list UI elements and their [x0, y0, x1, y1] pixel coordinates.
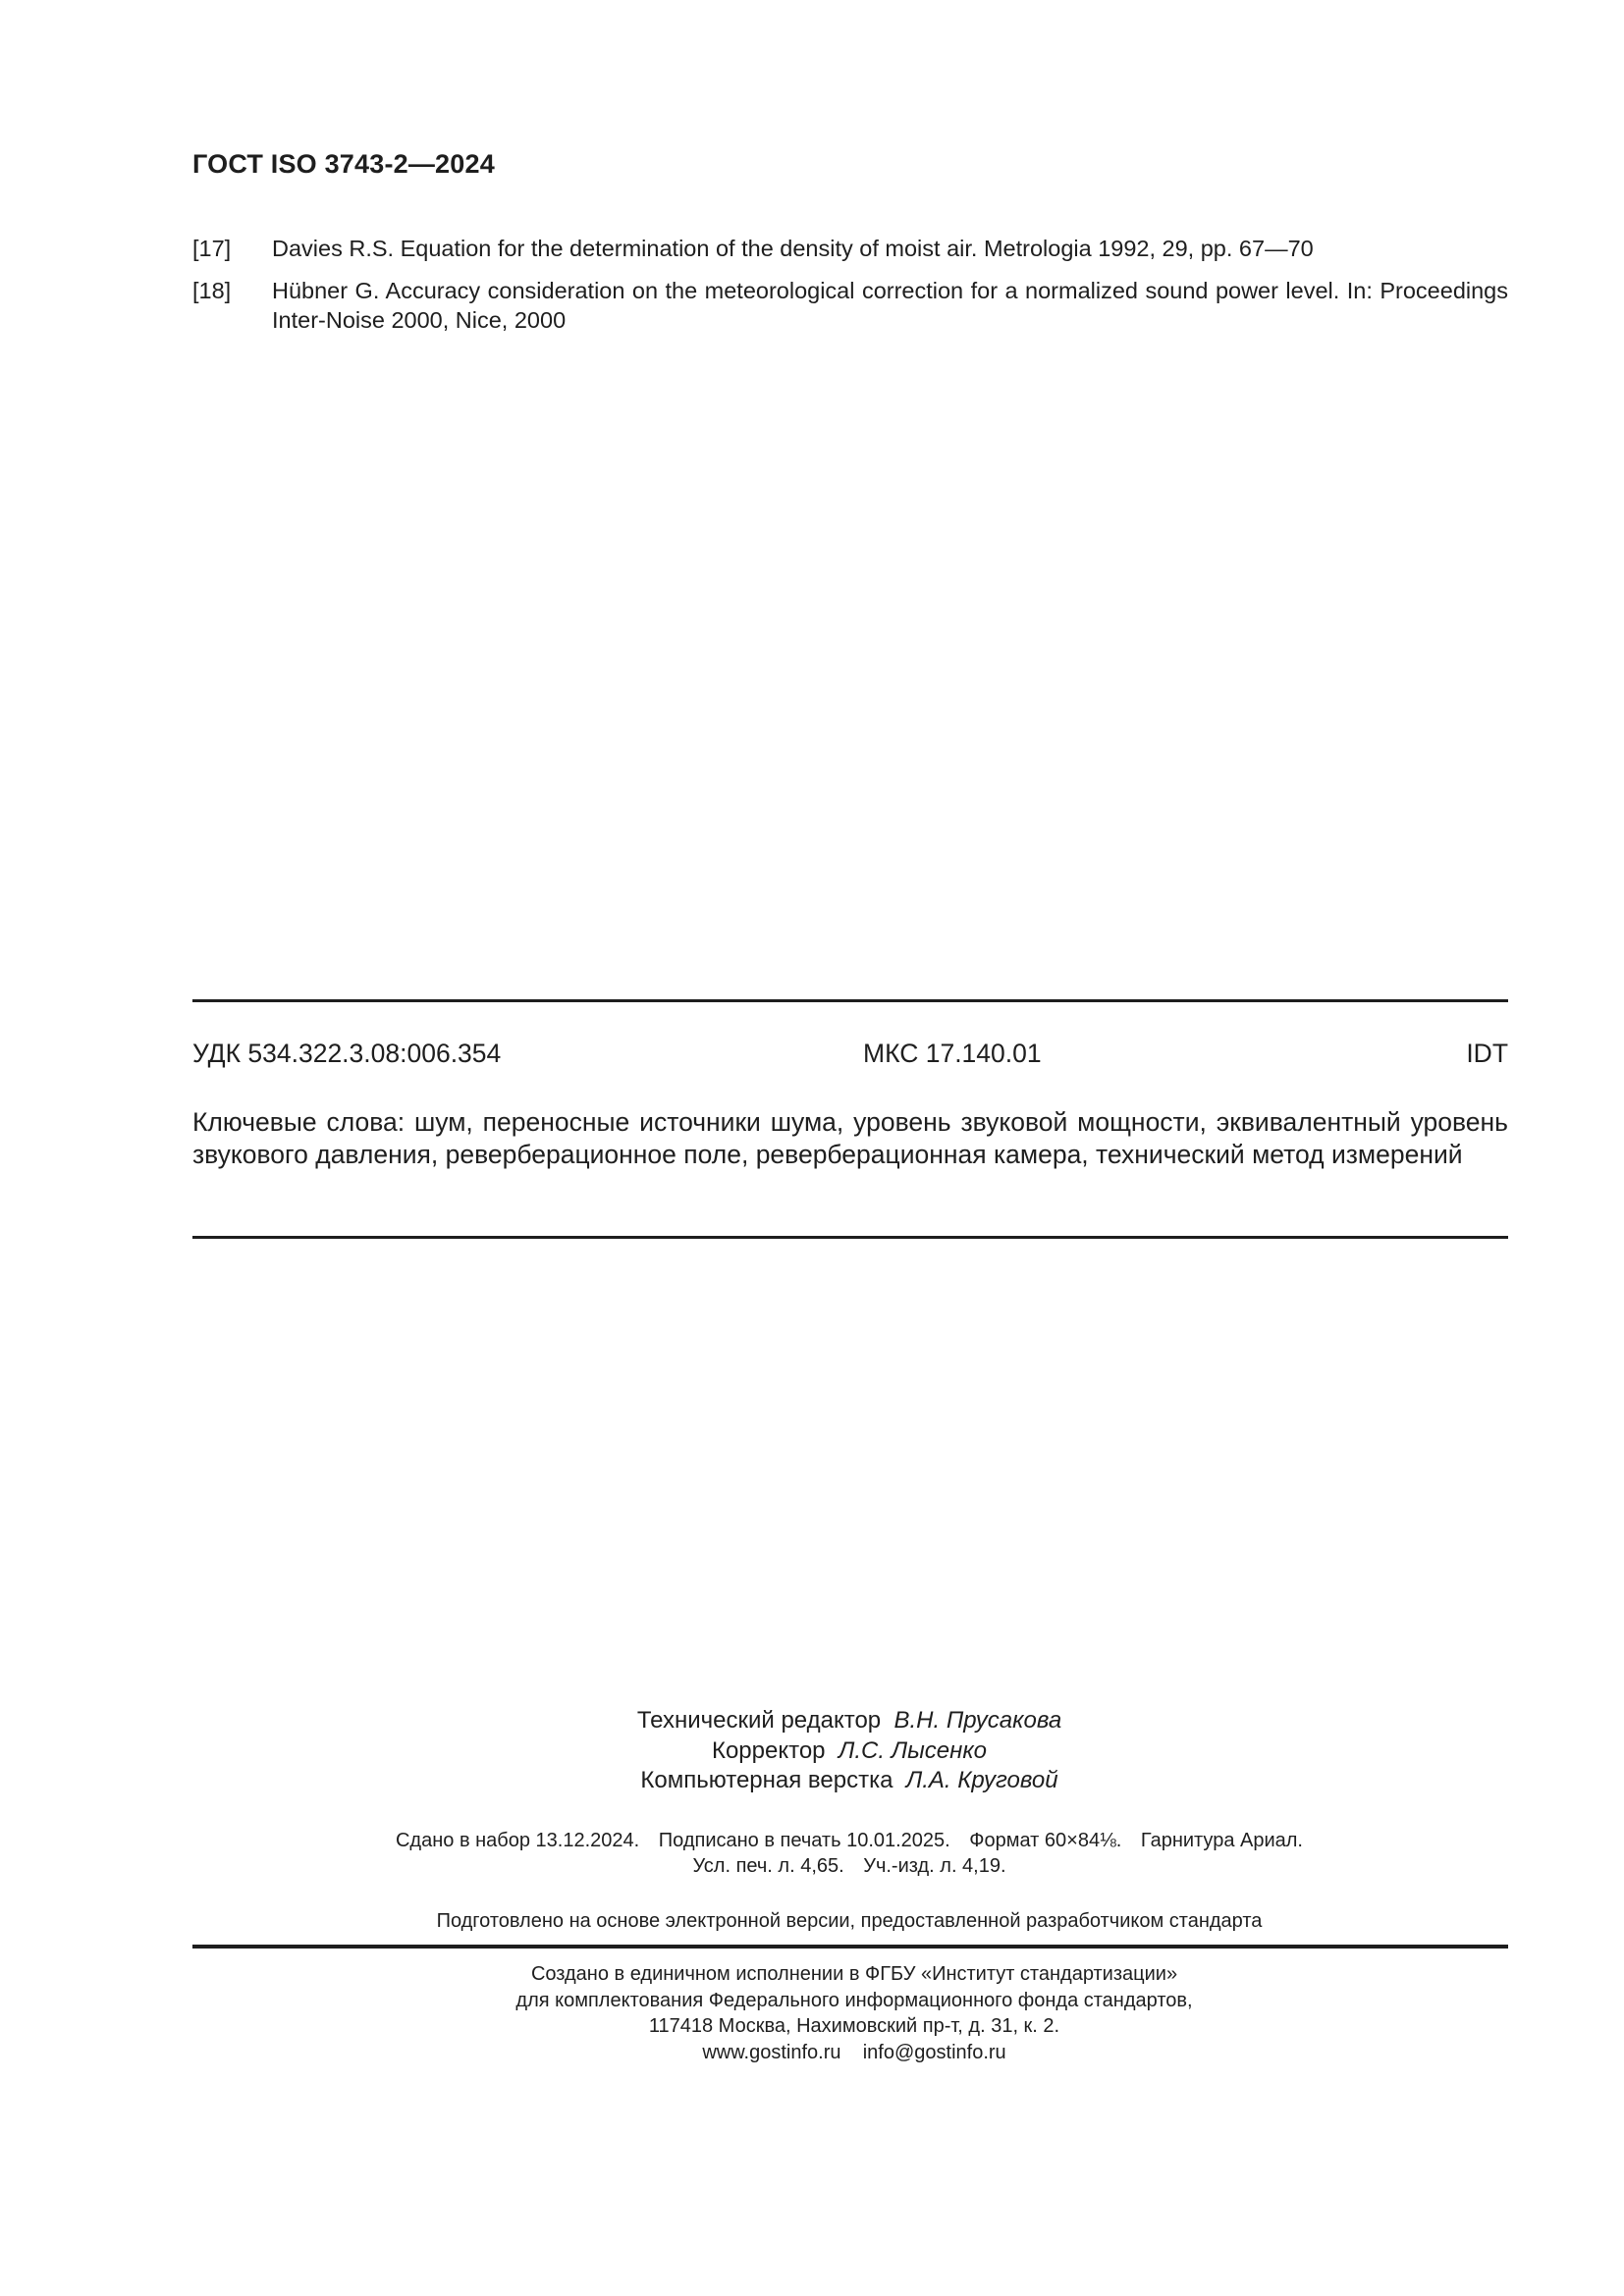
print-sheets: Усл. печ. л. 4,65.: [692, 1855, 844, 1877]
divider-keywords: [192, 1236, 1508, 1239]
publication-line-2: [0, 1853, 1624, 1879]
credit-line: [0, 1736, 1624, 1767]
mks-code: МКС 17.140.01: [863, 1039, 1042, 1068]
credit-name: Л.С. Лысенко: [838, 1736, 988, 1764]
imprint-block: [0, 1961, 1624, 2065]
credit-name: В.Н. Прусакова: [893, 1707, 1062, 1734]
submitted-date: Сдано в набор 13.12.2024.: [395, 1830, 640, 1851]
editorial-credits: [0, 1706, 1624, 1796]
prepared-note: Подготовлено на основе электронной версии, предоставленной разработчиком стандарта: [436, 1910, 1263, 1932]
publication-info: [0, 1828, 1624, 1879]
reference-number: [17]: [192, 236, 232, 261]
divider-top: [192, 999, 1508, 1002]
signed-date: Подписано в печать 10.01.2025.: [658, 1830, 950, 1851]
email-link[interactable]: info@gostinfo.ru: [862, 2041, 1006, 2063]
imprint-line: Создано в единичном исполнении в ФГБУ «Институт стандартизации»: [530, 1963, 1178, 1985]
bibliography-entry: [192, 276, 1508, 335]
imprint-address: 117418 Москва, Нахимовский пр-т, д. 31, к. 2.: [648, 2015, 1060, 2037]
equivalence-degree: IDT: [1466, 1039, 1508, 1068]
credit-role: Корректор: [711, 1736, 826, 1764]
imprint-line: для комплектования Федерального информационного фонда стандартов,: [515, 1989, 1193, 2011]
udk-code: УДК 534.322.3.08:006.354: [192, 1039, 502, 1068]
credit-line: [0, 1706, 1624, 1736]
website-link[interactable]: www.gostinfo.ru: [702, 2041, 841, 2063]
paper-format: Формат 60×84⅛.: [969, 1830, 1122, 1851]
standard-designation: ГОСТ ISO 3743-2—2024: [192, 149, 495, 179]
imprint-contacts: [0, 2040, 1624, 2066]
classification-row: [192, 1036, 1508, 1071]
typeface: Гарнитура Ариал.: [1140, 1830, 1303, 1851]
credit-line: [0, 1766, 1624, 1796]
credit-name: Л.А. Круговой: [905, 1767, 1058, 1793]
bibliography-list: [192, 234, 1508, 347]
credit-role: Компьютерная верстка: [640, 1767, 893, 1793]
edit-sheets: Уч.-изд. л. 4,19.: [863, 1855, 1006, 1877]
divider-footer: [192, 1945, 1508, 1949]
keywords-paragraph: Ключевые слова: шум, переносные источники шума, уровень звуковой мощности, эквивалентный уровень звукового давления, реверберационное поле, реверберационная камера, технический метод измерений: [192, 1107, 1508, 1169]
publication-line-1: [0, 1828, 1624, 1853]
reference-text: Davies R.S. Equation for the determination of the density of moist air. Metrologia 1992, 29, pp. 67—70: [272, 236, 1314, 261]
reference-number: [18]: [192, 278, 232, 303]
reference-text: Hübner G. Accuracy consideration on the meteorological correction for a normalized sound power level. In: Proceedings Inter-Noise 2000, Nice, 2000: [272, 278, 1508, 333]
credit-role: Технический редактор: [636, 1707, 882, 1734]
bibliography-entry: [192, 234, 1508, 263]
